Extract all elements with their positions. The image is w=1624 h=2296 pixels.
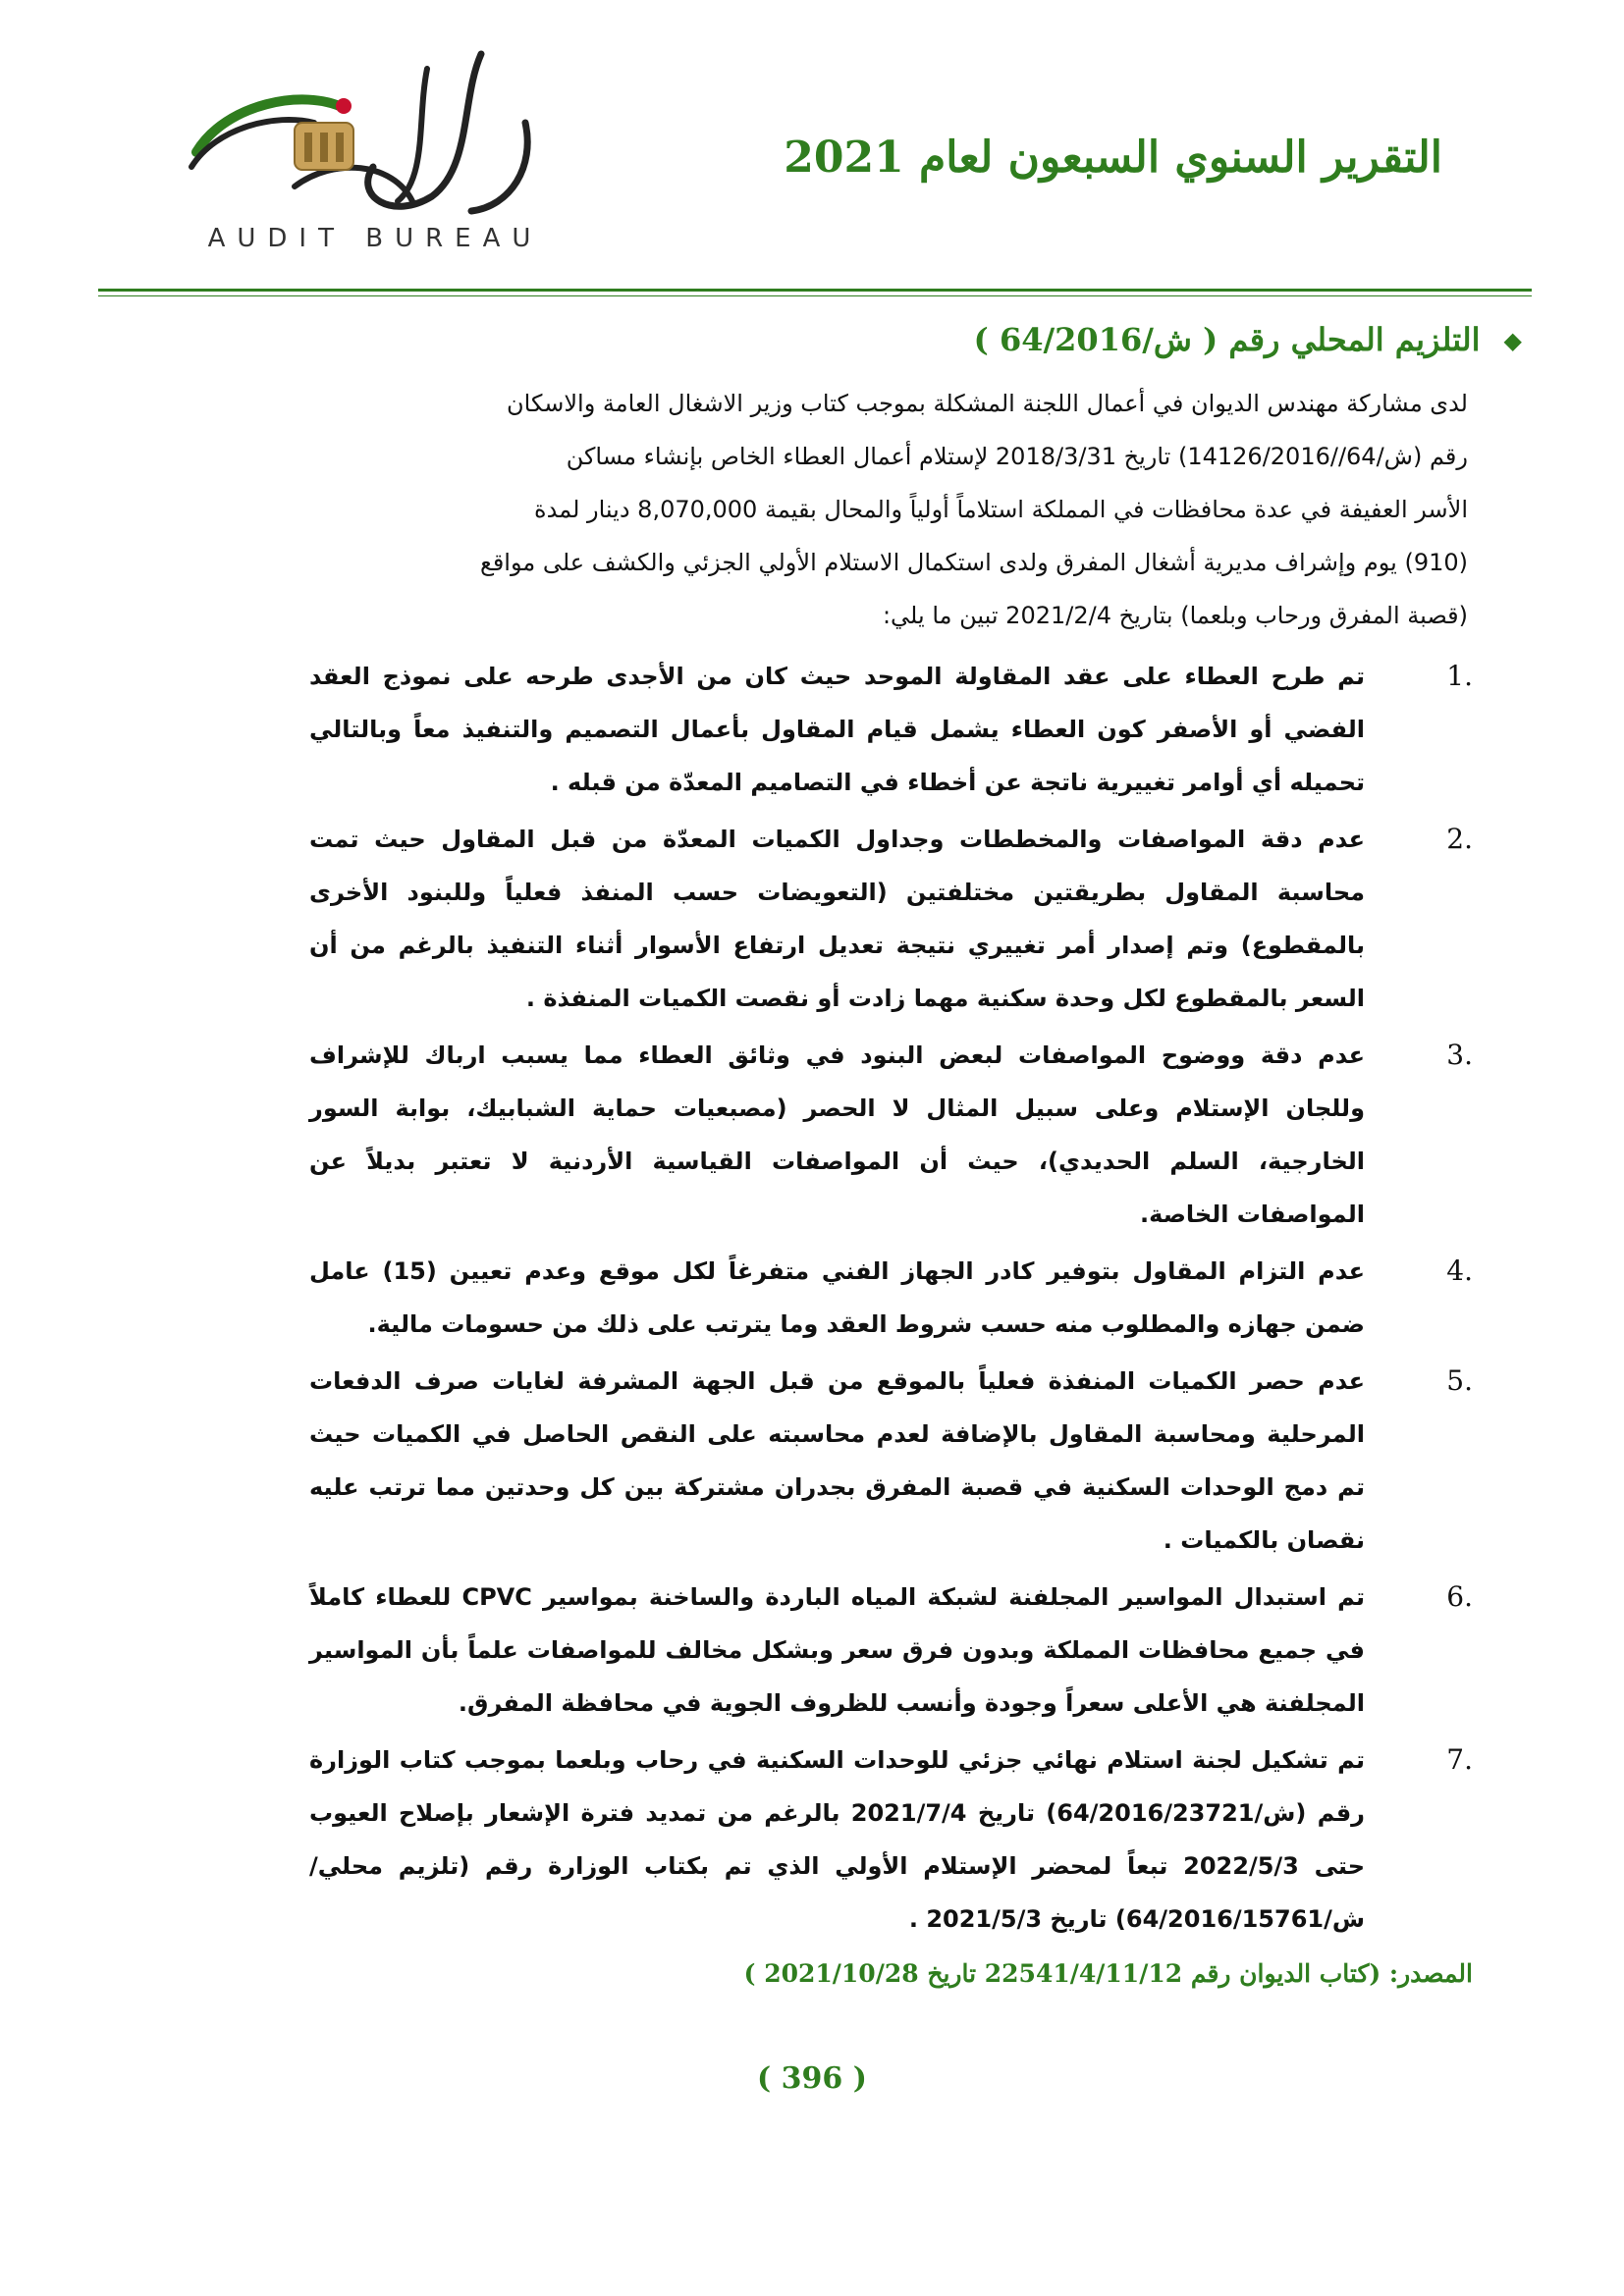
item-text: عدم دقة ووضوح المواصفات لبعض البنود في وثائق العطاء مما يسبب ارباك للإشراف وللجان الإستلام وعلى سبيل المثال لا الحصر (مصبعيات حماية الشبابيك، بوابة السور الخارجية، السلم الحديدي)، حيث أن المواصفات القياسية الأردنية لا تعتبر بديلاً عن المواصفات الخاصة. [309, 1041, 1365, 1228]
page-number: ( 396 ) [757, 2061, 867, 2096]
intro-line: لدى مشاركة مهندس الديوان في أعمال اللجنة المشكلة بموجب كتاب وزير الاشغال العامة والاسكان [507, 390, 1468, 417]
item-text: تم استبدال المواسير المجلفنة لشبكة المياه الباردة والساخنة بمواسير CPVC للعطاء كاملاً في جميع محافظات المملكة وبدون فرق سعر وبشكل مخالف للمواصفات علماً بأن المواسير المجلفنة هي الأعلى سعراً وجودة وأنسب للظروف الجوية في محافظة المفرق. [309, 1583, 1366, 1717]
item-number: 2. [1446, 823, 1473, 855]
report-content [167, 312, 1522, 1988]
intro-line: رقم (ش/64//14126/2016) تاريخ 2018/3/31 لإستلام أعمال العطاء الخاص بإنشاء مساكن [566, 443, 1468, 470]
item-text: تم تشكيل لجنة استلام نهائي جزئي للوحدات السكنية في رحاب وبلعما بموجب كتاب الوزارة رقم (ش/64/2016/23721) تاريخ 2021/7/4 بالرغم من تمديد فترة الإشعار بإصلاح العيوب حتى 2022/5/3 تبعاً لمحضر الإستلام الأولي الذي تم بكتاب الوزارة رقم (تلزيم محلي/ش/64/2016/15761) تاريخ 2021/5/3 . [309, 1746, 1365, 1933]
list-item [167, 1029, 1473, 1241]
findings-list [167, 650, 1473, 1946]
list-item [167, 1571, 1473, 1730]
report-title: التقرير السنوي السبعون لعام 2021 [784, 133, 1442, 183]
source-citation: المصدر: (كتاب الديوان رقم 22541/4/11/12 تاريخ 2021/10/28 ) [743, 1959, 1473, 1988]
diamond-bullet-icon: ◆ [1503, 325, 1522, 354]
section-heading [167, 312, 1522, 367]
intro-line: (قصبة المفرق ورحاب وبلعما) بتاريخ 2021/2/4 تبين ما يلي: [882, 602, 1468, 629]
item-text: عدم حصر الكميات المنفذة فعلياً بالموقع من قبل الجهة المشرفة لغايات صرف الدفعات المرحلية ومحاسبة المقاول بالإضافة لعدم محاسبته على النقص الحاصل في الكميات حيث تم دمج الوحدات السكنية في قصبة المفرق بجدران مشتركة بين كل وحدتين مما ترتب عليه نقصان بالكميات . [309, 1367, 1365, 1554]
item-number: 6. [1446, 1580, 1473, 1613]
list-item [167, 1245, 1473, 1351]
intro-paragraph [309, 377, 1468, 642]
list-item [167, 1734, 1473, 1946]
header-divider-thin [98, 295, 1532, 296]
item-number: 4. [1446, 1255, 1473, 1287]
page-header [0, 0, 1624, 294]
item-number: 5. [1446, 1364, 1473, 1397]
item-number: 3. [1446, 1039, 1473, 1071]
item-number: 1. [1446, 660, 1473, 692]
header-divider [98, 289, 1532, 292]
list-item [167, 650, 1473, 809]
item-number: 7. [1446, 1743, 1473, 1776]
item-text: تم طرح العطاء على عقد المقاولة الموحد حيث كان من الأجدى طرحه على نموذج العقد الفضي أو الأصفر كون العطاء يشمل قيام المقاول بأعمال التصميم والتنفيذ معاً وبالتالي تحميله أي أوامر تغييرية ناتجة عن أخطاء في التصاميم المعدّة من قبله . [309, 663, 1365, 796]
list-item [167, 813, 1473, 1025]
item-text: عدم دقة المواصفات والمخططات وجداول الكميات المعدّة من قبل المقاول حيث تمت محاسبة المقاول بطريقتين مختلفتين (التعويضات حسب المنفذ فعلياً وللبنود الأخرى بالمقطوع) وتم إصدار أمر تغييري نتيجة تعديل ارتفاع الأسوار أثناء التنفيذ بالرغم من أن السعر بالمقطوع لكل وحدة سكنية مهما زادت أو نقصت الكميات المنفذة . [309, 826, 1365, 1012]
intro-line: (910) يوم وإشراف مديرية أشغال المفرق ولدى استكمال الاستلام الأولي الجزئي والكشف على مواقع [480, 549, 1468, 576]
section-title: التلزيم المحلي رقم ( ش/64/2016 ) [973, 321, 1481, 358]
list-item [167, 1355, 1473, 1567]
logo-english-caption: AUDIT BUREAU [207, 224, 543, 253]
intro-line: الأسر العفيفة في عدة محافظات في المملكة استلاماً أولياً والمحال بقيمة 8,070,000 دينار لمدة [534, 496, 1468, 523]
item-text: عدم التزام المقاول بتوفير كادر الجهاز الفني متفرغاً لكل موقع وعدم تعيين (15) عامل ضمن جهازه والمطلوب منه حسب شروط العقد وما يترتب على ذلك من حسومات مالية. [309, 1257, 1366, 1338]
